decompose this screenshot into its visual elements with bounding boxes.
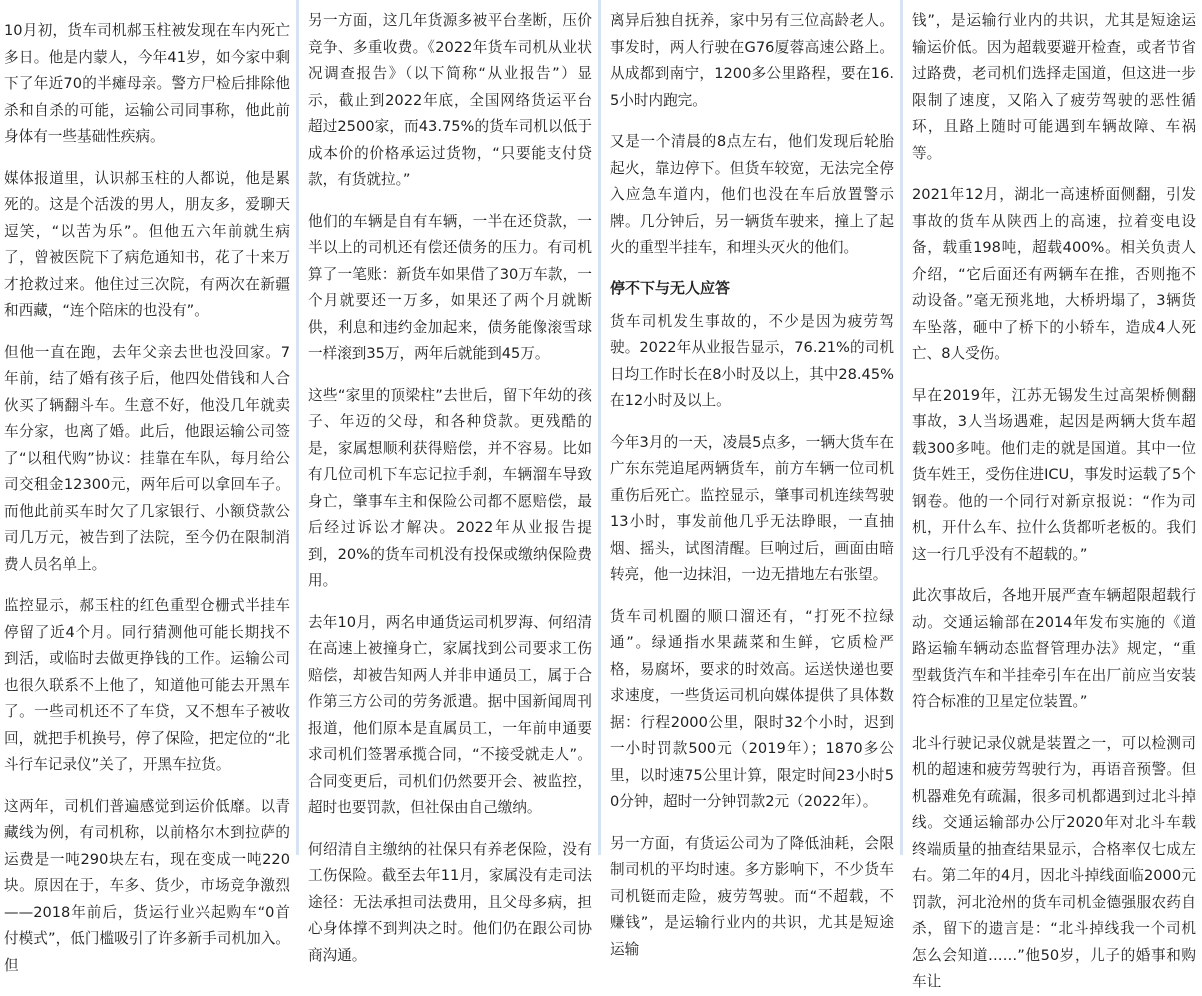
paragraph: 离异后独自抚养，家中另有三位高龄老人。事发时，两人行驶在G76厦蓉高速公路上。从成都到南宁，1200多公里路程，要在16.5小时内跑完。 bbox=[610, 12, 894, 109]
paragraph: 此次事故后，各地开展严查车辆超限超载行动。交通运输部在2014年发布实施的《道路运输车辆动态监督管理办法》规定，“重型载货汽车和半挂牵引车在出厂前应当安装符合标准的卫星定位装置。” bbox=[912, 587, 1196, 710]
column-divider bbox=[296, 0, 299, 855]
paragraph: 10月初，货车司机郝玉柱被发现在车内死亡多日。他是内蒙人，今年41岁，如今家中剩下了年近70的半瘫母亲。警方尸检后排除他杀和自杀的可能，运输公司同事称，他此前身体有一些基础性疾病。 bbox=[4, 22, 290, 145]
paragraph: 今年3月的一天，凌晨5点多，一辆大货车在广东东莞追尾两辆货车，前方车辆一位司机重伤后死亡。监控显示，肇事司机连续驾驶13小时，事发前他几乎无法睁眼，一直抽烟、摇头，试图清醒。巨响过后，画面由暗转亮，他一边抹泪，一边无措地左右张望。 bbox=[610, 433, 894, 583]
paragraph: 另一方面，有货运公司为了降低油耗，会限制司机的平均时速。多方影响下，不少货车司机铤而走险，疲劳驾驶。而“不超载，不赚钱”，是运输行业内的共识，尤其是短途运输 bbox=[610, 834, 894, 958]
paragraph: 他们的车辆是自有车辆，一半在还贷款，一半以上的司机还有偿还债务的压力。有司机算了一笔账：新货车如果借了30万车款，一个月就要还一万多，如果还了两个月就断供，利息和违约金加起来，债务能像滚雪球一样滚到35万，两年后就能到45万。 bbox=[308, 212, 592, 362]
article-column-2 bbox=[300, 0, 598, 964]
article-column-1 bbox=[0, 0, 296, 974]
paragraph: 这些“家里的顶梁柱”去世后，留下年幼的孩子、年迈的父母，和各种贷款。更残酷的是，家属想顺利获得赔偿，并不容易。比如有几位司机下车忘记拉手刹，车辆溜车导致身亡，肇事车主和保险公司都不愿赔偿，最后经过诉讼才解决。2022年从业报告提到，20%的货车司机没有投保或缴纳保险费用。 bbox=[308, 386, 592, 589]
paragraph: 早在2019年，江苏无锡发生过高架桥侧翻事故，3人当场遇难，起因是两辆大货车超载300多吨。他们走的就是国道。其中一位货车姓王，受伤住进ICU，事发时运载了5个钢卷。他的一个同行对新京报说：“作为司机，开什么车、拉什么货都听老板的。我们这一行几乎没有不超载的。” bbox=[912, 386, 1196, 563]
paragraph: 又是一个清晨的8点左右，他们发现后轮胎起火，靠边停下。但货车较宽，无法完全停入应急车道内，他们也没在车后放置警示牌。几分钟后，另一辆货车驶来，撞上了起火的重型半挂车，和埋头灭火的他们。 bbox=[610, 133, 894, 256]
paragraph: 监控显示，郝玉柱的红色重型仓栅式半挂车停留了近4个月。同行猜测他可能长期找不到活，或临时去做更挣钱的工作。运输公司也很久联系不上他了，知道他可能去开黑车了。一些司机还不了车贷，又不想车子被收回，就把手机换号，停了保险，把定位的“北斗行车记录仪”关了，开黑车拉货。 bbox=[4, 597, 290, 773]
paragraph: 但他一直在跑，去年父亲去世也没回家。7年前，结了婚有孩子后，他四处借钱和人合伙买了辆翻斗车。生意不好，他没几年就卖车分家，也离了婚。此后，他跟运输公司签了“以租代购”协议：挂靠在车队，每月给公司交租金12300元，两年后可以拿回车子。而他此前买车时欠了几家银行、小额贷款公司几万元，被告到了法院，至今仍在限制消费人员名单上。 bbox=[4, 343, 290, 573]
paragraph: 另一方面，这几年货源多被平台垄断，压价竞争、多重收费。《2022年货车司机从业状况调查报告》（以下简称“从业报告”）显示，截止到2022年底，全国网络货运平台超过2500家，而43.75%的货车司机以低于成本价的价格承运过货物，“只要能支付贷款，有货就拉。” bbox=[308, 12, 592, 188]
paragraph: 北斗行驶记录仪就是装置之一，可以检测司机的超速和疲劳驾驶行为，再语音预警。但机器难免有疏漏，很多司机都遇到过北斗掉线。交通运输部办公厅2020年对北斗车载终端质量的抽查结果显示，合格率仅七成左右。第二年的4月，因北斗掉线面临2000元罚款，河北沧州的货车司机金德强服农药自杀，留下的遗言是：“北斗掉线我一个司机怎么会知道……”他50岁，儿子的婚事和购车让 bbox=[912, 734, 1196, 990]
paragraph: 货车司机圈的顺口溜还有，“打死不拉绿通”。绿通指水果蔬菜和生鲜，它质检严格，易腐坏，要求的时效高。运送快递也要求速度，一些货运司机向媒体提供了具体数据：行程2000公里，限时32个小时，迟到一小时罚款500元（2019年）；1870多公里，以时速75公里计算，限定时间23小时50分钟，超时一分钟罚款2元（2022年）。 bbox=[610, 607, 894, 810]
column-divider bbox=[900, 0, 903, 855]
paragraph: 媒体报道里，认识郝玉柱的人都说，他是累死的。这是个活泼的男人，朋友多，爱聊天逗笑，“以苦为乐”。但他五六年前就生病了，曾被医院下了病危通知书，花了十来万才抢救过来。他住过三次院，有两次在新疆和西藏，“连个陪床的也没有”。 bbox=[4, 169, 290, 319]
paragraph: 钱”，是运输行业内的共识，尤其是短途运输运价低。因为超载要避开检查，或者节省过路费，老司机们选择走国道，但这进一步限制了速度，又陷入了疲劳驾驶的恶性循环，且路上随时可能遇到车辆故障、车祸等。 bbox=[912, 12, 1196, 162]
paragraph: 何绍清自主缴纳的社保只有养老保险，没有工伤保险。截至去年11月，家属没有走司法途径：无法承担司法费用，且父母多病，担心身体撑不到判决之时。他们仍在跟公司协商沟通。 bbox=[308, 840, 592, 964]
article-column-3 bbox=[602, 0, 900, 958]
paragraph: 这两年，司机们普遍感觉到运价低靡。以青藏线为例，有司机称，以前格尔木到拉萨的运费是一吨290块左右，现在变成一吨220块。原因在于，车多、货少，市场竞争激烈——2018年前后，货运行业兴起购车“0首付模式”，低门槛吸引了许多新手司机加入。但 bbox=[4, 797, 290, 974]
paragraph: 去年10月，两名申通货运司机罗海、何绍清在高速上被撞身亡，家属找到公司要求工伤赔偿，却被告知两人并非申通员工，属于合作第三方公司的劳务派遣。据中国新闻周刊报道，他们原本是直属员工，一年前申通要求司机们签署承揽合同，“不接受就走人”。合同变更后，司机们仍然要开会、被监控，超时也要罚款，但社保由自己缴纳。 bbox=[308, 613, 592, 816]
article-column-4 bbox=[904, 0, 1202, 990]
column-divider bbox=[598, 0, 601, 855]
section-heading: 停不下与无人应答 bbox=[610, 278, 731, 297]
paragraph: 2021年12月，湖北一高速桥面侧翻，引发事故的货车从陕西上的高速，拉着变电设备，载重198吨，超载400%。相关负责人介绍，“它后面还有两辆车在推，否则拖不动设备。”毫无预兆地，大桥坍塌了，3辆货车坠落，砸中了桥下的小轿车，造成4人死亡、8人受伤。 bbox=[912, 186, 1196, 362]
paragraph: 货车司机发生事故的，不少是因为疲劳驾驶。2022年从业报告显示，76.21%的司机日均工作时长在8小时及以上，其中28.45%在12小时及以上。 bbox=[610, 312, 894, 409]
